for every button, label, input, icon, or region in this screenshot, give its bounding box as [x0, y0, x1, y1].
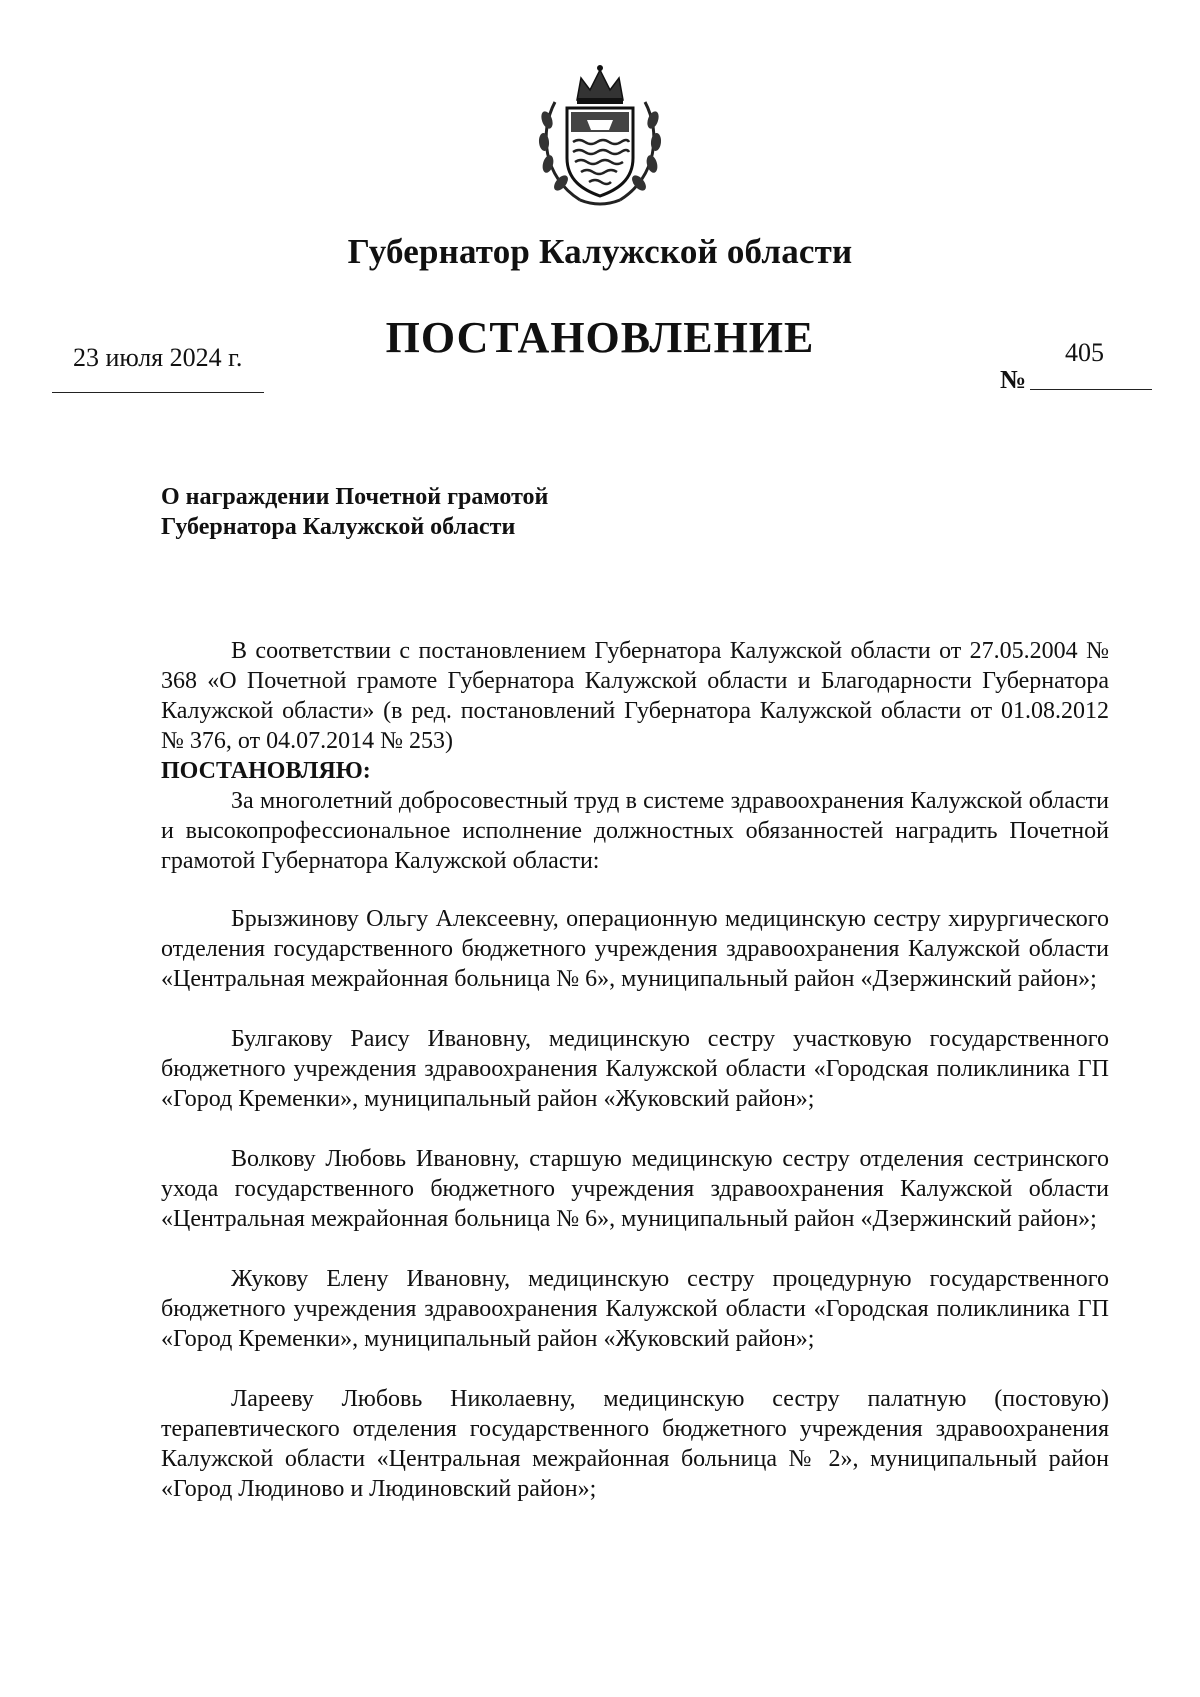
recipient-paragraph: Булгакову Раису Ивановну, медицинскую сестру участковую государственного бюджетного учреждения здравоохранения Калужской области «Городская поликлиника ГП «Город Кременки», муниципальный район «Жуковский район»;	[161, 1026, 1109, 1112]
recipient-paragraph: Волкову Любовь Ивановну, старшую медицинскую сестру отделения сестринского ухода государственного бюджетного учреждения здравоохранения Калужской области «Центральная межрайонная больница № 6», муниципальный район «Дзержинский район»;	[161, 1146, 1109, 1232]
resolve-heading: ПОСТАНОВЛЯЮ:	[161, 758, 371, 784]
subject-line-1: О награждении Почетной грамотой	[161, 484, 549, 510]
subject-line-2: Губернатора Калужской области	[161, 514, 516, 540]
number-underline	[1030, 389, 1152, 390]
recipient-paragraph: Ларееву Любовь Николаевну, медицинскую сестру палатную (постовую) терапевтического отделения государственного бюджетного учреждения здравоохранения Калужской области «Центральная межрайонная больница № 2», муниципальный район «Город Людиново и Людиновский район»;	[161, 1386, 1109, 1502]
document-type-title: ПОСТАНОВЛЕНИЕ	[385, 313, 815, 362]
document-date: 23 июля 2024 г.	[73, 343, 243, 372]
coat-of-arms-emblem	[535, 62, 665, 212]
recipient-paragraph: Брызжинову Ольгу Алексеевну, операционную медицинскую сестру хирургического отделения государственного бюджетного учреждения здравоохранения Калужской области «Центральная межрайонная больница № 6», муниципальный район «Дзержинский район»;	[161, 906, 1109, 992]
award-paragraph: За многолетний добросовестный труд в системе здравоохранения Калужской области и высокопрофессиональное исполнение должностных обязанностей наградить Почетной грамотой Губернатора Калужской области:	[161, 788, 1109, 874]
issuing-authority: Губернатор Калужской области	[347, 232, 853, 271]
preamble-paragraph: В соответствии с постановлением Губернатора Калужской области от 27.05.2004 № 368 «О Почетной грамоте Губернатора Калужской области и Благодарности Губернатора Калужской области» (в ред. постановлений Губернатора Калужской области от 01.08.2012 № 376, от 04.07.2014 № 253)	[161, 638, 1109, 754]
date-underline	[52, 392, 264, 393]
recipient-paragraph: Жукову Елену Ивановну, медицинскую сестру процедурную государственного бюджетного учреждения здравоохранения Калужской области «Городская поликлиника ГП «Город Кременки», муниципальный район «Жуковский район»;	[161, 1266, 1109, 1352]
document-subject	[161, 482, 548, 542]
number-sign: №	[1000, 365, 1027, 394]
document-number: 405	[1065, 338, 1104, 367]
document-body	[161, 636, 1109, 1534]
